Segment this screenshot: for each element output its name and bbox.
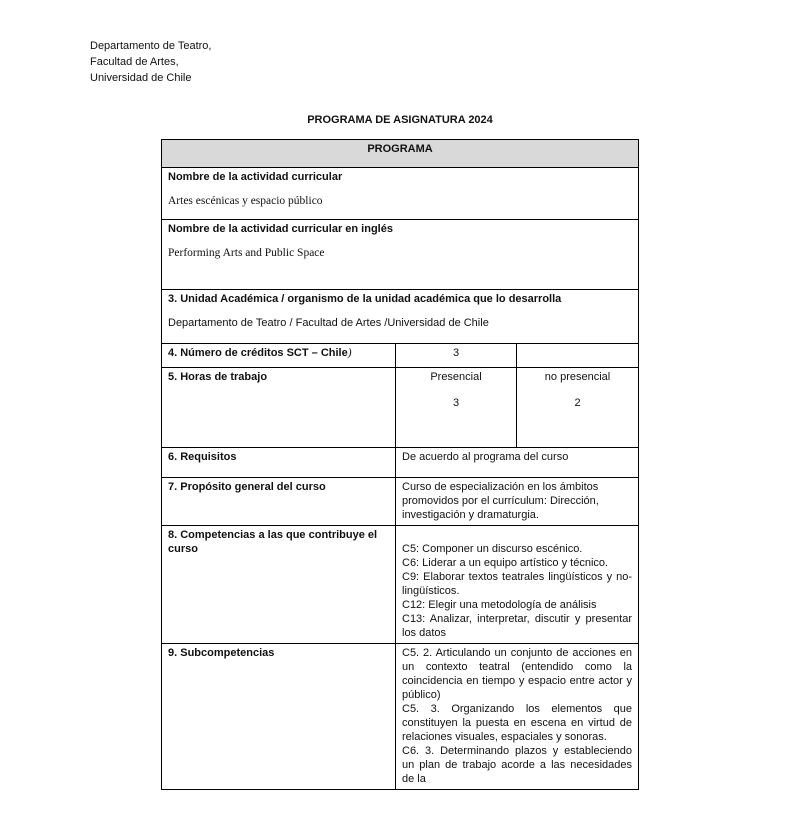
nopresencial-cell: [517, 368, 639, 448]
subcompetencias-label-cell: [162, 644, 396, 790]
unidad-label: 3. Unidad Académica / organismo de la unidad académica que lo desarrolla: [168, 293, 562, 305]
page-title: PROGRAMA DE ASIGNATURA 2024: [307, 114, 493, 126]
header-department: Departamento de Teatro,: [90, 40, 212, 52]
program-table: [161, 139, 639, 790]
requisitos-value: De acuerdo al programa del curso: [396, 448, 639, 478]
unidad-row: [162, 290, 639, 344]
subcompetencia-item: C6. 3. Determinando plazos y estableciendo un plan de trabajo acorde a las necesidades de la: [402, 745, 633, 785]
unidad-value: Departamento de Teatro / Facultad de Artes /Universidad de Chile: [168, 317, 489, 329]
proposito-label: 7. Propósito general del curso: [168, 481, 326, 493]
competencias-label: 8. Competencias a las que contribuye el curso: [168, 529, 378, 555]
proposito-value: Curso de especialización en los ámbitos promovidos por el currículum: Dirección, investigación y dramaturgia.: [396, 478, 639, 526]
creditos-empty-cell: [517, 344, 639, 368]
creditos-label-cell: [162, 344, 396, 368]
presencial-value: 3: [452, 397, 460, 409]
requisitos-label: 6. Requisitos: [168, 451, 237, 463]
subcompetencias-cell: [396, 644, 639, 790]
nopresencial-value: 2: [574, 397, 581, 409]
unidad-cell: [162, 290, 639, 344]
ingles-value: Performing Arts and Public Space: [168, 247, 325, 259]
nombre-label: Nombre de la actividad curricular: [168, 171, 343, 183]
ingles-cell: [162, 220, 639, 290]
subcompetencia-item: C5. 2. Articulando un conjunto de acciones en un contexto teatral (entendido como la coincidencia en tiempo y espacio entre actor y público): [402, 647, 633, 701]
banner-row: [162, 140, 639, 168]
institution-header: [90, 38, 211, 86]
requisitos-row: [162, 448, 639, 478]
nombre-value: Artes escénicas y espacio público: [168, 195, 323, 207]
requisitos-label-cell: [162, 448, 396, 478]
banner-cell: PROGRAMA: [162, 140, 639, 168]
proposito-label-cell: [162, 478, 396, 526]
ingles-label: Nombre de la actividad curricular en inglés: [168, 223, 393, 235]
proposito-row: [162, 478, 639, 526]
creditos-row: [162, 344, 639, 368]
subcompetencias-label: 9. Subcompetencias: [168, 647, 275, 659]
competencia-item: C6: Liderar a un equipo artístico y técnico.: [402, 557, 609, 569]
creditos-label: 4. Número de créditos SCT – Chile: [168, 347, 348, 359]
subcompetencias-row: [162, 644, 639, 790]
horas-label: 5. Horas de trabajo: [168, 371, 268, 383]
header-university: Universidad de Chile: [90, 72, 192, 84]
competencia-item: C13: Analizar, interpretar, discutir y presentar los datos: [402, 613, 633, 639]
horas-label-cell: [162, 368, 396, 448]
competencias-cell: [396, 526, 639, 644]
header-faculty: Facultad de Artes,: [90, 56, 179, 68]
nopresencial-label: no presencial: [544, 371, 611, 383]
competencia-item: C9: Elaborar textos teatrales lingüísticos y no-lingüísticos.: [402, 571, 633, 597]
competencia-item: C5: Componer un discurso escénico.: [402, 543, 583, 555]
nombre-row: [162, 168, 639, 220]
presencial-cell: [396, 368, 517, 448]
ingles-row: [162, 220, 639, 290]
competencias-row: [162, 526, 639, 644]
horas-row: [162, 368, 639, 448]
creditos-value: 3: [396, 344, 517, 368]
competencia-item: C12: Elegir una metodología de análisis: [402, 599, 597, 611]
presencial-label: Presencial: [430, 371, 482, 383]
subcompetencia-item: C5. 3. Organizando los elementos que constituyen la puesta en escena en virtud de relaciones visuales, espaciales y sonoras.: [402, 703, 633, 743]
competencias-label-cell: [162, 526, 396, 644]
creditos-suffix: ): [347, 347, 352, 359]
nombre-cell: [162, 168, 639, 220]
